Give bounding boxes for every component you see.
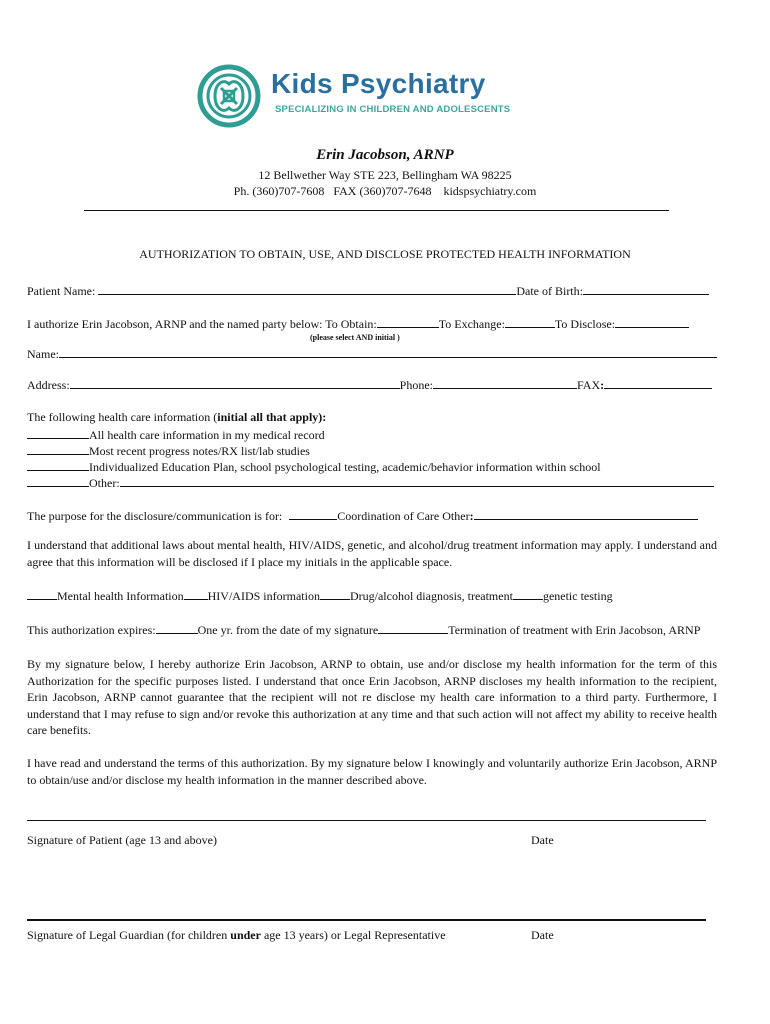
expires-row bbox=[27, 622, 700, 638]
info-item-label: All health care information in my medical record bbox=[89, 428, 325, 442]
laws-paragraph: I understand that additional laws about mental health, HIV/AIDS, genetic, and alcohol/drug treatment information may apply. I understand and agree that this information will be disclosed if I place my initials in the applicable space. bbox=[27, 538, 717, 569]
disclose-initial-field[interactable] bbox=[615, 316, 689, 328]
authorize-text: I authorize Erin Jacobson, ARNP and the named party below: To Obtain: bbox=[27, 317, 377, 331]
address-field[interactable] bbox=[70, 377, 400, 389]
purpose-row bbox=[27, 508, 698, 524]
info-item-label: Other: bbox=[89, 476, 120, 490]
special-item-label: Drug/alcohol diagnosis, treatment bbox=[349, 589, 513, 603]
provider-name: Erin Jacobson, ARNP bbox=[316, 147, 454, 163]
info-item bbox=[27, 475, 714, 491]
patient-name-field[interactable] bbox=[98, 283, 516, 295]
name-field[interactable] bbox=[59, 346, 717, 358]
info-initial-field[interactable] bbox=[27, 475, 89, 487]
guardian-signature-line[interactable] bbox=[27, 919, 706, 921]
fax-field[interactable] bbox=[604, 377, 712, 389]
genetic-initial-field[interactable] bbox=[513, 588, 543, 600]
dob-label: Date of Birth: bbox=[516, 284, 583, 298]
special-info-row bbox=[27, 588, 613, 604]
expires-option-2: Termination of treatment with Erin Jacobson, ARNP bbox=[448, 623, 701, 637]
patient-date-label: Date bbox=[531, 833, 554, 847]
info-intro-text: The following health care information ( bbox=[27, 410, 218, 424]
dob-field[interactable] bbox=[583, 283, 709, 295]
address-label: Address: bbox=[27, 378, 70, 392]
info-initial-field[interactable] bbox=[27, 443, 89, 455]
guardian-label-pre: Signature of Legal Guardian (for children bbox=[27, 928, 231, 942]
guardian-label-post: age 13 years) or Legal Representative bbox=[260, 928, 446, 942]
header-divider bbox=[84, 210, 669, 211]
name-row bbox=[27, 346, 717, 362]
purpose-initial-field[interactable] bbox=[289, 508, 337, 520]
expires-one-year-field[interactable] bbox=[156, 622, 198, 634]
exchange-initial-field[interactable] bbox=[505, 316, 555, 328]
read-paragraph: I have read and understand the terms of this authorization. By my signature below I knowingly and voluntarily authorize Erin Jacobson, ARNP to obtain/use and/or disclose my health information in the manner described above. bbox=[27, 756, 717, 787]
expires-label: This authorization expires: bbox=[27, 623, 156, 637]
info-item bbox=[27, 443, 310, 459]
patient-signature-label: Signature of Patient (age 13 and above) bbox=[27, 833, 217, 847]
form-title: AUTHORIZATION TO OBTAIN, USE, AND DISCLOSE PROTECTED HEALTH INFORMATION bbox=[139, 247, 631, 261]
expires-termination-field[interactable] bbox=[378, 622, 448, 634]
guardian-signature-label bbox=[27, 928, 446, 943]
info-intro-bold: initial all that apply): bbox=[217, 410, 327, 424]
to-disclose-label: To Disclose: bbox=[554, 317, 616, 331]
purpose-other-field[interactable] bbox=[474, 508, 698, 520]
info-item-label: Most recent progress notes/RX list/lab studies bbox=[89, 444, 310, 458]
purpose-label: The purpose for the disclosure/communication is for: bbox=[27, 509, 283, 523]
phone-label: Phone: bbox=[399, 378, 434, 392]
logo-subtitle: SPECIALIZING IN CHILDREN AND ADOLESCENTS bbox=[275, 104, 511, 115]
hiv-initial-field[interactable] bbox=[184, 588, 208, 600]
info-initial-field[interactable] bbox=[27, 427, 89, 439]
purpose-colon: : bbox=[469, 509, 474, 523]
patient-row bbox=[27, 283, 709, 299]
drug-initial-field[interactable] bbox=[320, 588, 350, 600]
name-label: Name: bbox=[27, 347, 59, 361]
special-item-label: HIV/AIDS information bbox=[207, 589, 320, 603]
expires-option-1: One yr. from the date of my signature bbox=[197, 623, 379, 637]
info-item-label: Individualized Education Plan, school psychological testing, academic/behavior information within school bbox=[89, 460, 601, 474]
phone-field[interactable] bbox=[433, 377, 577, 389]
obtain-initial-field[interactable] bbox=[377, 316, 439, 328]
patient-signature-line[interactable] bbox=[27, 820, 706, 821]
special-item-label: genetic testing bbox=[542, 589, 613, 603]
provider-address: 12 Bellwether Way STE 223, Bellingham WA 98225 bbox=[258, 168, 512, 182]
signature-paragraph: By my signature below, I hereby authorize Erin Jacobson, ARNP to obtain, use and/or disclose my health information for the term of this Authorization for the specific purposes listed. I understand that once Erin Jacobson, ARNP discloses my health information to the recipient, Erin Jacobson, ARNP cannot guarantee that the recipient will not re disclose my health care information to a third party. Furthermore, I understand that I may refuse to sign and/or revoke this authorization at any time and that such action will not affect my ability to receive health care benefits. bbox=[27, 657, 717, 737]
info-initial-field[interactable] bbox=[27, 459, 89, 471]
mental-health-initial-field[interactable] bbox=[27, 588, 57, 600]
guardian-label-bold: under bbox=[230, 928, 261, 942]
patient-name-label: Patient Name: bbox=[27, 284, 96, 298]
info-item bbox=[27, 427, 325, 443]
provider-contact: Ph. (360)707-7608 FAX (360)707-7648 kidspsychiatry.com bbox=[233, 184, 537, 198]
info-intro bbox=[27, 410, 326, 425]
authorize-row bbox=[27, 316, 689, 332]
guardian-date-label: Date bbox=[531, 928, 554, 942]
logo-title: Kids Psychiatry bbox=[271, 68, 486, 99]
purpose-option: Coordination of Care Other bbox=[337, 509, 470, 523]
celtic-knot-icon bbox=[197, 64, 261, 128]
select-note: (please select AND initial ) bbox=[310, 333, 400, 342]
info-item bbox=[27, 459, 601, 475]
special-item-label: Mental health Information bbox=[57, 589, 184, 603]
address-row bbox=[27, 377, 712, 393]
fax-label: FAX bbox=[577, 378, 601, 392]
practice-logo bbox=[197, 64, 517, 134]
fax-colon: : bbox=[600, 378, 605, 392]
other-info-field[interactable] bbox=[120, 475, 714, 487]
to-exchange-label: To Exchange: bbox=[438, 317, 505, 331]
